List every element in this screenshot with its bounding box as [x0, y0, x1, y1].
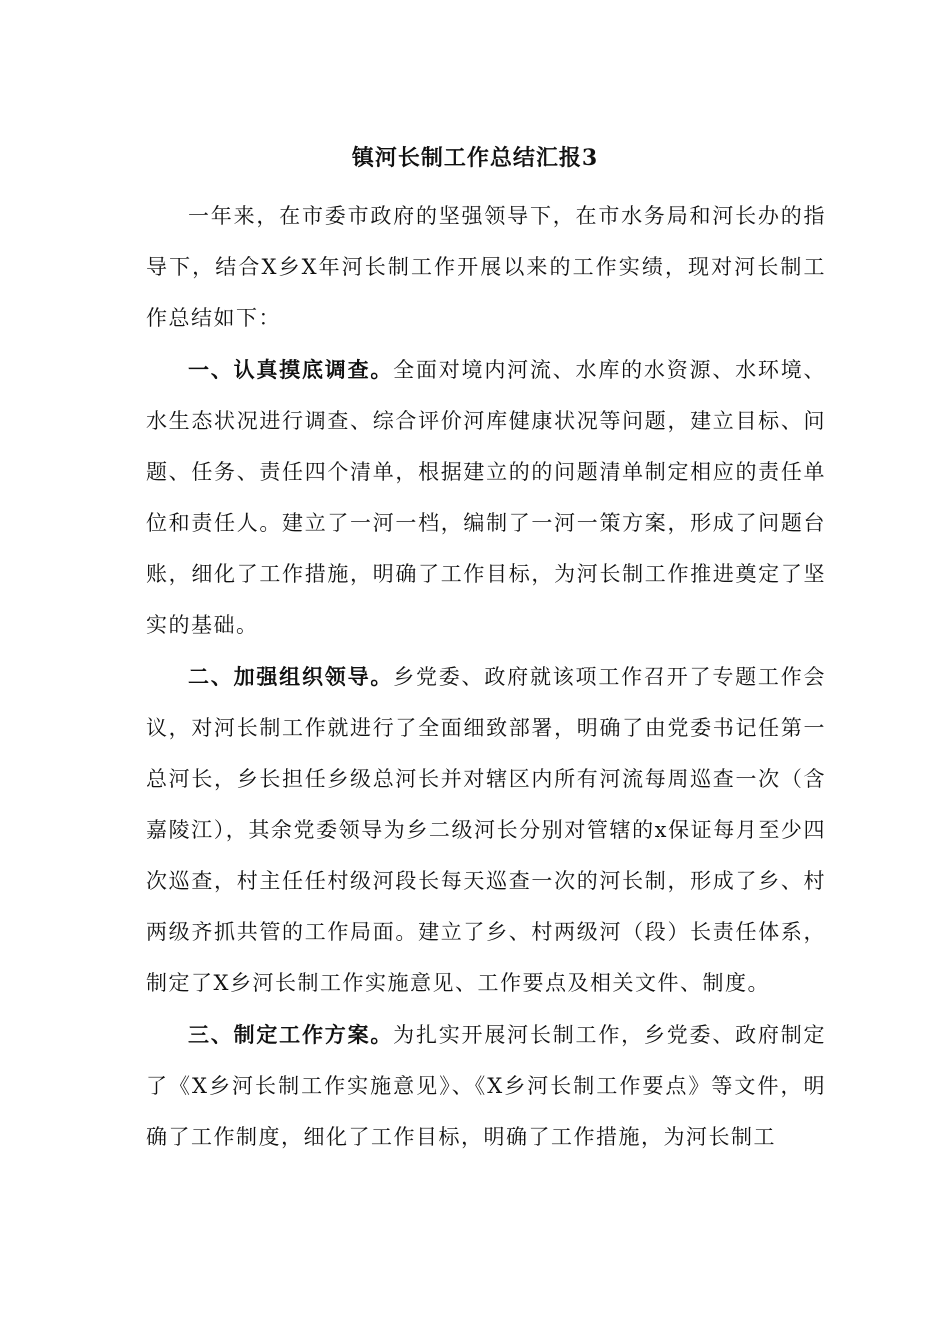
paragraph-intro	[146, 190, 826, 344]
paragraph-heading: 三、制定工作方案。	[188, 1022, 394, 1047]
paragraph-section-1	[146, 344, 826, 651]
paragraph-heading: 一、认真摸底调查。	[188, 357, 394, 382]
paragraph-text: 一年来，在市委市政府的坚强领导下，在市水务局和河长办的指导下，结合X乡X年河长制工作开展以来的工作实绩，现对河长制工作总结如下：	[146, 204, 826, 330]
paragraph-text: 乡党委、政府就该项工作召开了专题工作会议，对河长制工作就进行了全面细致部署，明确了由党委书记任第一总河长，乡长担任乡级总河长并对辖区内所有河流每周巡查一次（含嘉陵江），其余党委领导为乡二级河长分别对管辖的x保证每月至少四次巡查，村主任任村级河段长每天巡查一次的河长制，形成了乡、村两级齐抓共管的工作局面。建立了乡、村两级河（段）长责任体系，制定了X乡河长制工作实施意见、工作要点及相关文件、制度。	[146, 665, 827, 995]
paragraph-text: 全面对境内河流、水库的水资源、水环境、水生态状况进行调查、综合评价河库健康状况等问题，建立目标、问题、任务、责任四个清单，根据建立的的问题清单制定相应的责任单位和责任人。建立了一河一档，编制了一河一策方案，形成了问题台账，细化了工作措施，明确了工作目标，为河长制工作推进奠定了坚实的基础。	[146, 358, 827, 637]
paragraph-section-3	[146, 1009, 826, 1163]
document-title: 镇河长制工作总结汇报3	[351, 145, 599, 171]
paragraph-section-2	[146, 651, 826, 1009]
paragraph-text: 为扎实开展河长制工作，乡党委、政府制定了《X乡河长制工作实施意见》、《X乡河长制工作要点》等文件，明确了工作制度，细化了工作目标，明确了工作措施，为河长制工	[146, 1023, 827, 1149]
paragraph-heading: 二、加强组织领导。	[188, 664, 394, 689]
document-body	[146, 190, 826, 1163]
